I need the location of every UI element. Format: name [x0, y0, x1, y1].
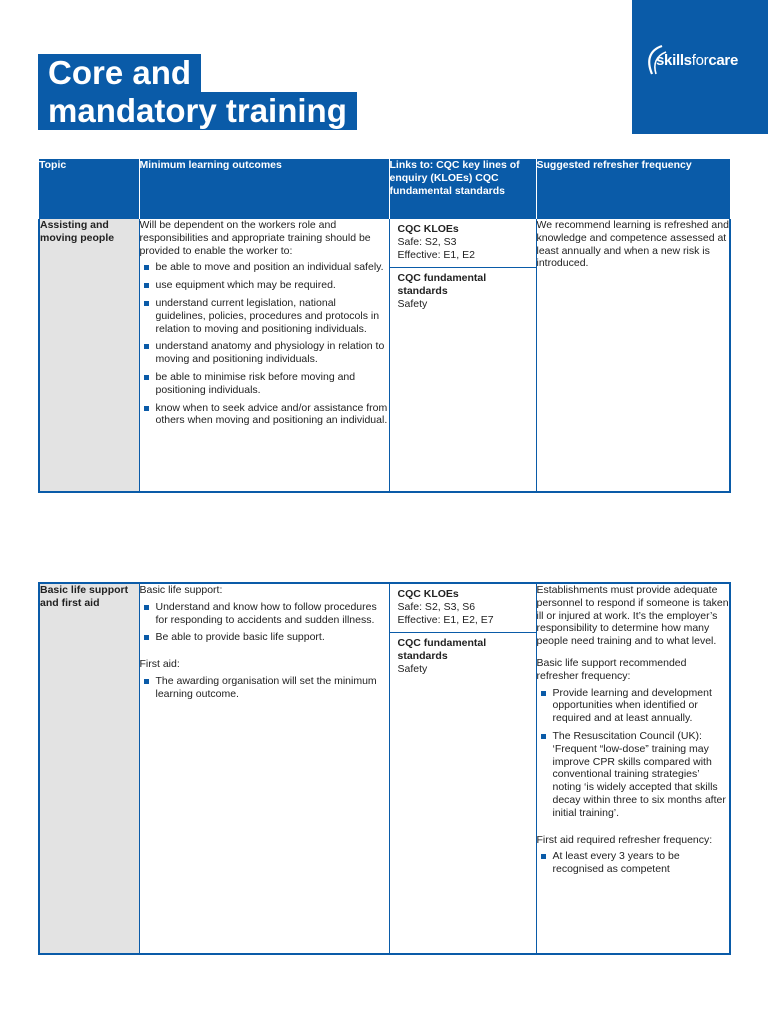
outcomes-intro: Will be dependent on the workers role and responsibilities and appropriate training should be provided to enable the worker to: [139, 219, 371, 257]
header-frequency: Suggested refresher frequency [536, 159, 730, 219]
standards-section [390, 632, 536, 681]
outcomes-cell [139, 583, 389, 954]
list-item: Be able to provide basic life support. [140, 631, 389, 644]
header-topic: Topic [39, 159, 139, 219]
training-table-2 [38, 582, 731, 955]
standards-value: Safety [397, 297, 428, 310]
logo-word-for: for [691, 52, 709, 69]
outcomes-list [140, 261, 389, 427]
first-aid-label: First aid: [139, 658, 180, 671]
topic-cell: Assisting and moving people [39, 219, 139, 492]
kloe-line: Safe: S2, S3, S6 [397, 600, 476, 613]
kloe-line: Safe: S2, S3 [397, 235, 457, 248]
kloe-section [390, 219, 536, 267]
list-item: understand anatomy and physiology in relation to moving and positioning individuals. [140, 340, 389, 366]
kloe-line: Effective: E1, E2 [397, 248, 475, 261]
list-item: The Resuscitation Council (UK): ‘Frequent “low-dose” training may improve CPR skills compared with conventional training strategies’ noting ‘is widely accepted that skills decay within three to six months after initial training’. [537, 730, 730, 820]
table-row [39, 219, 730, 492]
frequency-fa-list [537, 850, 730, 876]
frequency-intro: Establishments must provide adequate personnel to respond if someone is taken ill or injured at work. It’s the employer’s responsibility to determine how many people need training and to what level. [536, 584, 729, 648]
header-outcomes: Minimum learning outcomes [139, 159, 389, 219]
title-line-1: Core and [38, 54, 201, 92]
list-item: use equipment which may be required. [140, 279, 389, 292]
page-title [38, 54, 357, 130]
first-aid-list [140, 675, 389, 701]
list-item: be able to minimise risk before moving and positioning individuals. [140, 371, 389, 397]
training-table-1 [38, 159, 731, 493]
kloe-line: Effective: E1, E2, E7 [397, 613, 494, 626]
list-item: The awarding organisation will set the minimum learning outcome. [140, 675, 389, 701]
list-item: understand current legislation, national guidelines, policies, procedures and protocols in relation to moving and positioning individuals. [140, 297, 389, 335]
kloe-section [390, 584, 536, 632]
frequency-bls-list [537, 687, 730, 820]
bls-label: Basic life support: [139, 584, 223, 596]
links-cell [389, 219, 536, 492]
links-cell [389, 583, 536, 954]
standards-heading: CQC fundamental standards [397, 272, 487, 298]
frequency-bls-label: Basic life support recommended refresher frequency: [536, 656, 687, 682]
header-links: Links to: CQC key lines of enquiry (KLOEs) CQC fundamental standards [389, 159, 536, 219]
logo-wordmark [656, 52, 738, 69]
kloe-heading: CQC KLOEs [397, 223, 459, 235]
logo-word-skills: skills [656, 52, 692, 69]
table-header-row [39, 159, 730, 219]
standards-value: Safety [397, 662, 428, 675]
list-item: Understand and know how to follow procedures for responding to accidents and sudden illness. [140, 601, 389, 627]
list-item: Provide learning and development opportunities when identified or required and at least annually. [537, 687, 730, 725]
table-row [39, 583, 730, 954]
outcomes-cell [139, 219, 389, 492]
title-line-2: mandatory training [38, 92, 357, 130]
list-item: be able to move and position an individual safely. [140, 261, 389, 274]
list-item: At least every 3 years to be recognised as competent [537, 850, 730, 876]
logo-word-care: care [708, 52, 739, 69]
standards-heading: CQC fundamental standards [397, 637, 487, 663]
frequency-cell [536, 583, 730, 954]
list-item: know when to seek advice and/or assistance from others when moving and positioning an individual. [140, 402, 389, 428]
bls-list [140, 601, 389, 644]
kloe-heading: CQC KLOEs [397, 588, 459, 600]
frequency-cell: We recommend learning is refreshed and knowledge and competence assessed at least annually and when a new risk is introduced. [536, 219, 730, 492]
skillsforcare-logo [632, 0, 768, 134]
topic-cell: Basic life support and first aid [39, 583, 139, 954]
frequency-fa-label: First aid required refresher frequency: [536, 833, 713, 846]
standards-section [390, 267, 536, 316]
